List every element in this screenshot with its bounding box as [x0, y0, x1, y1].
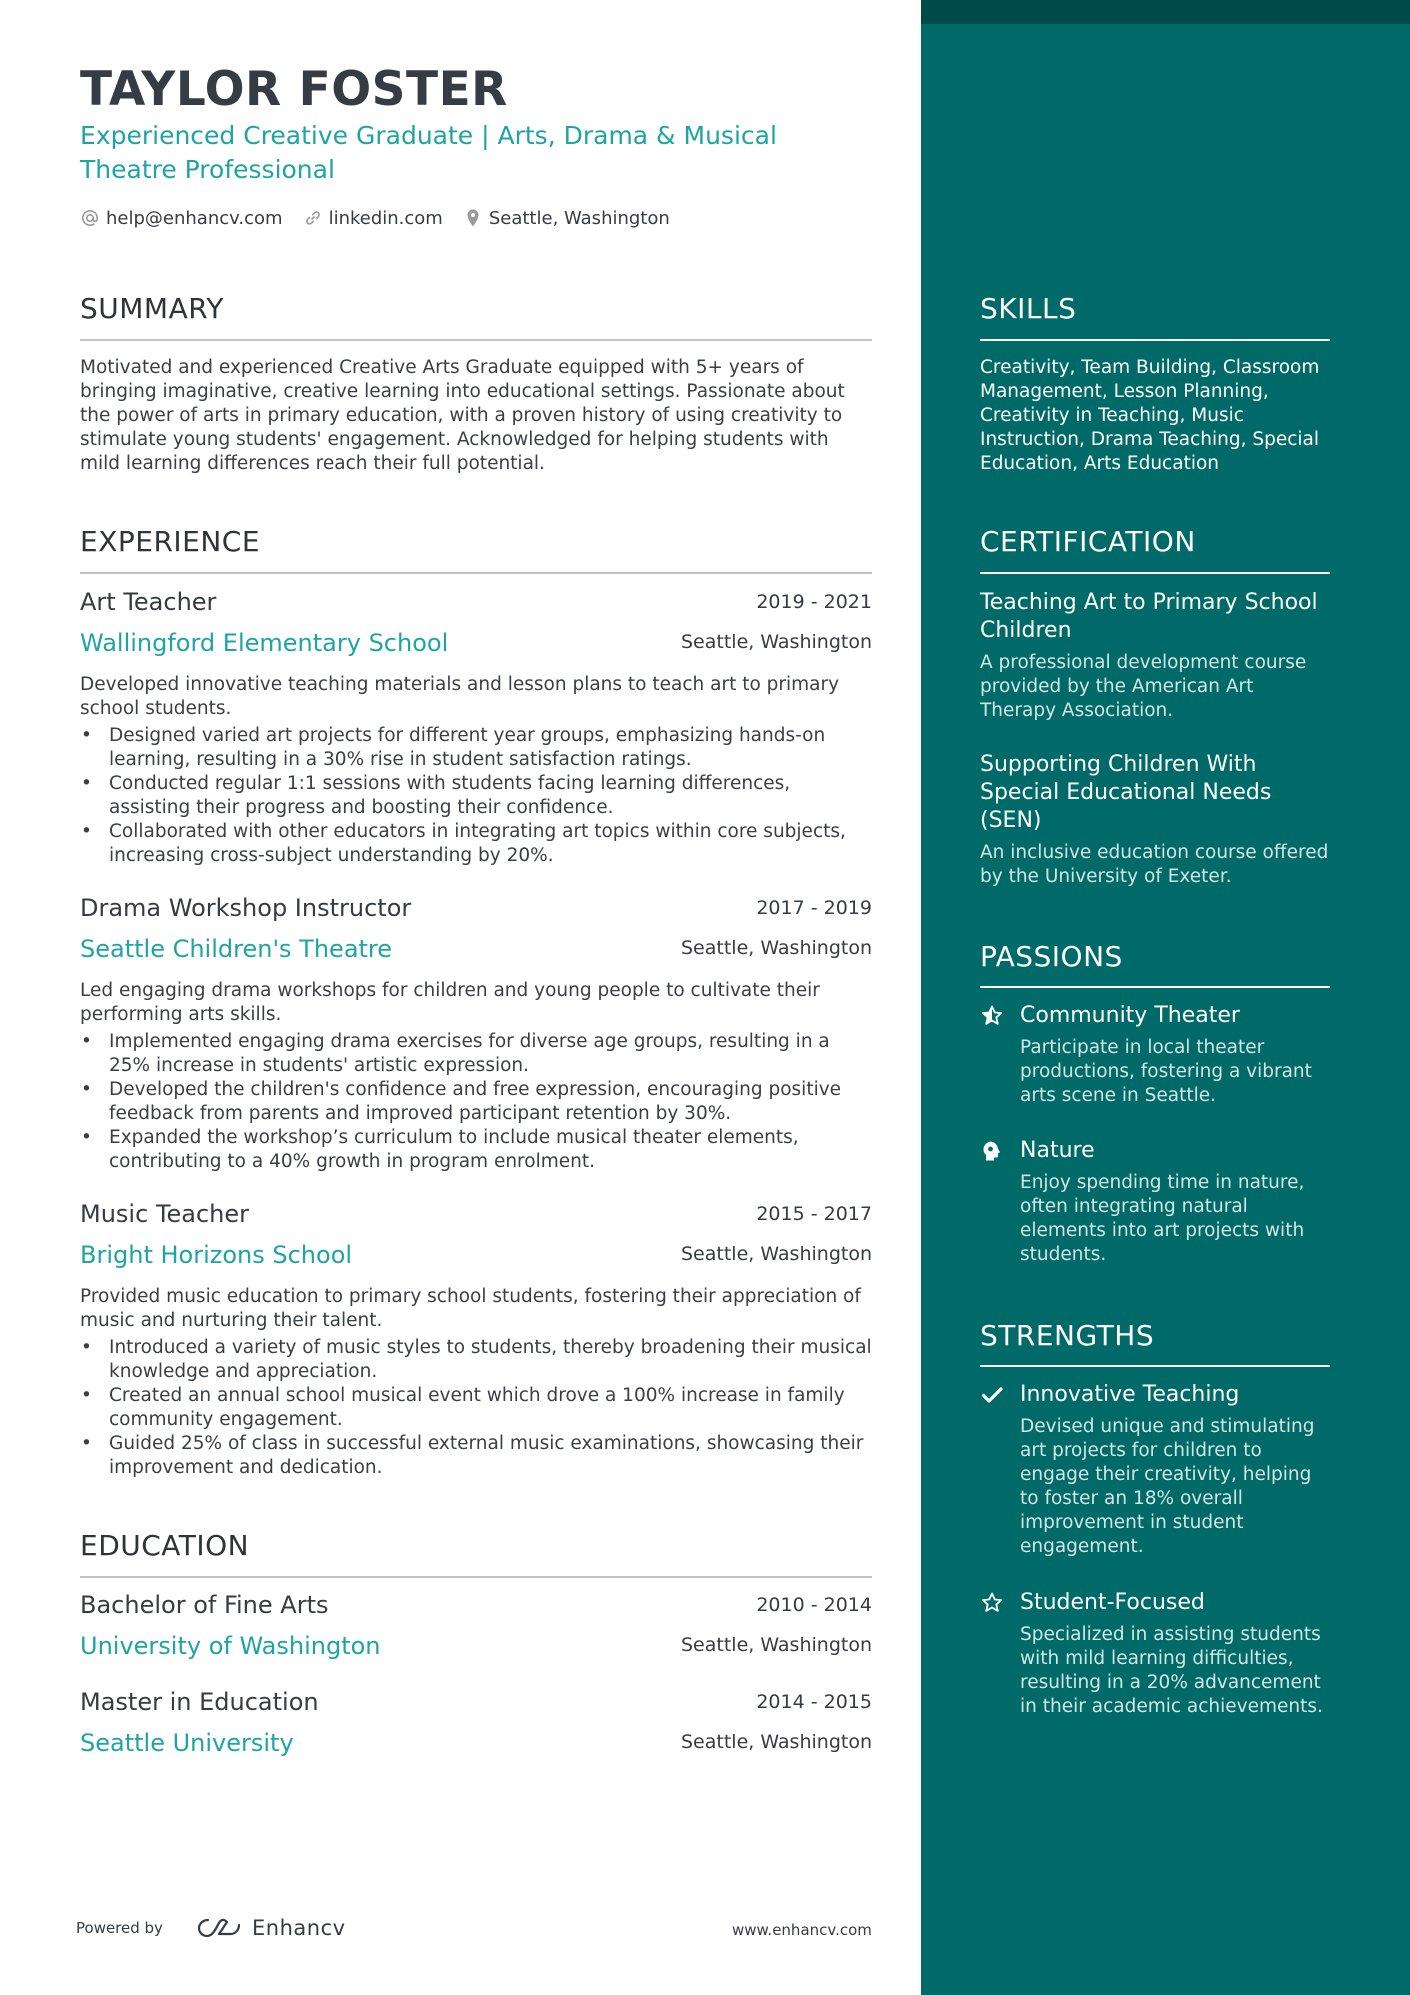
skills-list: Creativity, Team Building, Classroom Management, Lesson Planning, Creativity in Teaching, Music Instruction, Drama Teaching, Special Education, Arts Education: [980, 357, 1320, 474]
enhancv-logo-icon: [196, 1915, 242, 1941]
job-dates: 2017 - 2019: [756, 897, 872, 919]
certification-description: An inclusive education course offered by the University of Exeter.: [980, 842, 1329, 887]
link-icon: [303, 208, 323, 228]
experience-entry: [80, 588, 872, 868]
employer-name: Wallingford Elementary School: [80, 629, 449, 657]
school-name: University of Washington: [80, 1632, 381, 1660]
location-pin-icon: [463, 208, 483, 228]
education-title: EDUCATION: [80, 1529, 250, 1562]
candidate-name: TAYLOR FOSTER: [80, 62, 508, 117]
job-dates: 2015 - 2017: [756, 1203, 872, 1225]
contact-email-text: help@enhancv.com: [106, 207, 283, 229]
job-description: Led engaging drama workshops for children and young people to cultivate their performing arts skills.: [80, 980, 820, 1025]
certification-item: [980, 589, 1330, 723]
passion-item: [980, 1137, 1330, 1267]
job-location: Seattle, Washington: [681, 631, 872, 653]
strength-item: [980, 1589, 1330, 1719]
experience-entry: [80, 1200, 872, 1480]
certification-name: Supporting Children With Special Educational Needs (SEN): [980, 752, 1272, 833]
achievement-item: • Guided 25% of class in successful external music examinations, showcasing their improvement and dedication.: [80, 1432, 872, 1480]
achievement-item: • Created an annual school musical event which drove a 100% increase in family community engagement.: [80, 1384, 872, 1432]
head-gear-icon: [980, 1139, 1004, 1163]
job-title: Art Teacher: [80, 588, 217, 616]
contact-linkedin[interactable]: [303, 208, 443, 229]
employer-name: Bright Horizons School: [80, 1241, 353, 1269]
employer-name: Seattle Children's Theatre: [80, 935, 393, 963]
strength-item: [980, 1381, 1330, 1559]
school-location: Seattle, Washington: [681, 1634, 872, 1656]
certification-description: A professional development course provided by the American Art Therapy Association.: [980, 652, 1307, 721]
passion-description: Enjoy spending time in nature, often integrating natural elements into art projects with students.: [1020, 1172, 1305, 1265]
passion-title: Community Theater: [1020, 1003, 1240, 1028]
enhancv-logo[interactable]: [196, 1915, 346, 1941]
education-entry: [80, 1688, 872, 1761]
contact-email[interactable]: [80, 208, 283, 229]
skills-divider: [980, 339, 1330, 341]
summary-title: SUMMARY: [80, 292, 225, 325]
star-half-icon: [980, 1004, 1004, 1028]
skills-title: SKILLS: [980, 292, 1077, 325]
experience-divider: [80, 572, 872, 574]
powered-by-label: Powered by: [76, 1919, 163, 1937]
strength-title: Student-Focused: [1020, 1590, 1205, 1615]
job-location: Seattle, Washington: [681, 937, 872, 959]
passions-title: PASSIONS: [980, 940, 1123, 973]
job-dates: 2019 - 2021: [756, 591, 872, 613]
strength-title: Innovative Teaching: [1020, 1382, 1240, 1407]
achievement-item: • Designed varied art projects for different year groups, emphasizing hands-on learning, resulting in a 30% rise in student satisfaction ratings.: [80, 724, 872, 772]
summary-divider: [80, 339, 872, 341]
footer-url[interactable]: www.enhancv.com: [732, 1921, 872, 1939]
certification-name: Teaching Art to Primary School Children: [980, 590, 1318, 643]
contact-linkedin-text: linkedin.com: [328, 207, 443, 229]
strength-description: Devised unique and stimulating art projects for children to engage their creativity, helping to foster an 18% overall improvement in student engagement.: [1020, 1416, 1315, 1557]
experience-title: EXPERIENCE: [80, 525, 261, 558]
contact-location: [463, 208, 670, 229]
certification-divider: [980, 572, 1330, 574]
certification-title: CERTIFICATION: [980, 525, 1196, 558]
strength-description: Specialized in assisting students with mild learning difficulties, resulting in a 20% advancement in their academic achievements.: [1020, 1624, 1323, 1717]
achievement-item: • Conducted regular 1:1 sessions with students facing learning differences, assisting their progress and boosting their confidence.: [80, 772, 872, 820]
school-location: Seattle, Washington: [681, 1731, 872, 1753]
at-icon: [80, 208, 100, 228]
degree-title: Bachelor of Fine Arts: [80, 1591, 329, 1619]
job-title: Music Teacher: [80, 1200, 250, 1228]
education-dates: 2014 - 2015: [756, 1691, 872, 1713]
passion-description: Participate in local theater productions, fostering a vibrant arts scene in Seattle.: [1020, 1037, 1312, 1106]
summary-text: Motivated and experienced Creative Arts Graduate equipped with 5+ years of bringing imaginative, creative learning into educational settings. Passionate about the power of arts in primary education, with a proven history of using creativity to stimulate young students' engagement. Acknowledged for helping students with mild learning differences reach their full potential.: [80, 357, 845, 474]
job-achievements: [80, 724, 872, 868]
passion-item: [980, 1002, 1330, 1108]
passion-title: Nature: [1020, 1138, 1095, 1163]
checkmark-icon: [980, 1383, 1004, 1407]
contact-bar: [80, 205, 690, 231]
education-entry: [80, 1591, 872, 1664]
sidebar-top-bar: [921, 0, 1410, 24]
degree-title: Master in Education: [80, 1688, 319, 1716]
job-title: Drama Workshop Instructor: [80, 894, 412, 922]
education-divider: [80, 1576, 872, 1578]
contact-location-text: Seattle, Washington: [488, 207, 670, 229]
school-name: Seattle University: [80, 1729, 294, 1757]
job-achievements: [80, 1336, 872, 1480]
education-dates: 2010 - 2014: [756, 1594, 872, 1616]
achievement-item: • Implemented engaging drama exercises for diverse age groups, resulting in a 25% increase in students' artistic expression.: [80, 1030, 872, 1078]
achievement-item: • Introduced a variety of music styles to students, thereby broadening their musical knowledge and appreciation.: [80, 1336, 872, 1384]
headline: Experienced Creative Graduate | Arts, Drama & Musical Theatre Professional: [80, 121, 777, 184]
enhancv-logo-text: Enhancv: [252, 1916, 346, 1940]
strengths-divider: [980, 1365, 1330, 1367]
job-achievements: [80, 1030, 872, 1174]
star-outline-icon: [980, 1591, 1004, 1615]
achievement-item: • Expanded the workshop’s curriculum to include musical theater elements, contributing to a 40% growth in program enrolment.: [80, 1126, 872, 1174]
job-location: Seattle, Washington: [681, 1243, 872, 1265]
strengths-title: STRENGTHS: [980, 1319, 1155, 1352]
experience-entry: [80, 894, 872, 1174]
job-description: Developed innovative teaching materials and lesson plans to teach art to primary school students.: [80, 674, 840, 719]
passions-divider: [980, 986, 1330, 988]
achievement-item: • Collaborated with other educators in integrating art topics within core subjects, increasing cross-subject understanding by 20%.: [80, 820, 872, 868]
certification-item: [980, 751, 1330, 889]
job-description: Provided music education to primary school students, fostering their appreciation of music and nurturing their talent.: [80, 1286, 861, 1331]
achievement-item: • Developed the children's confidence and free expression, encouraging positive feedback from parents and improved participant retention by 30%.: [80, 1078, 872, 1126]
